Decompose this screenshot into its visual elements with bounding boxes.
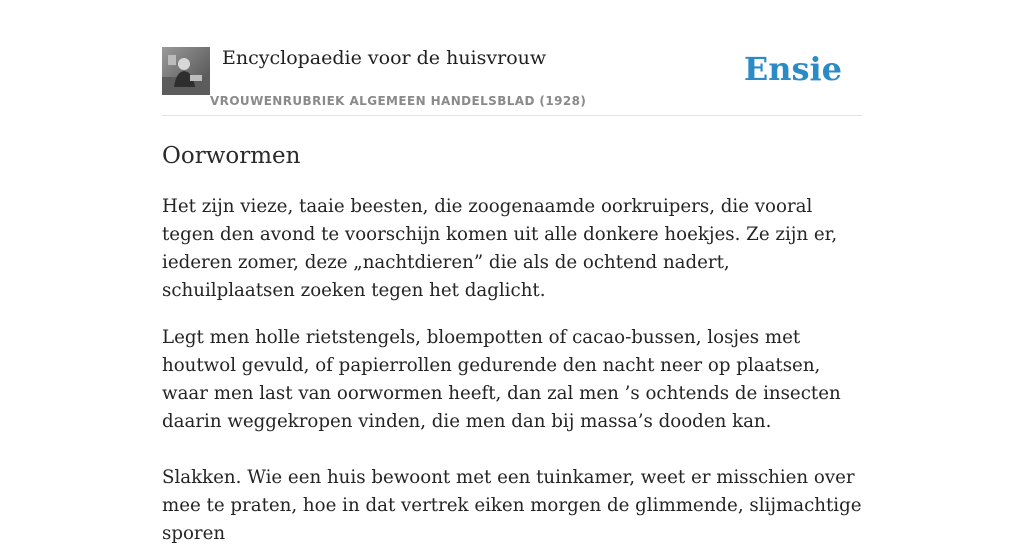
site-title[interactable]: Encyclopaedie voor de huisvrouw — [222, 47, 547, 69]
brand-logo-link[interactable]: Ensie — [743, 50, 842, 88]
site-header — [162, 0, 862, 116]
portrait-photo-icon — [162, 47, 210, 95]
site-subtitle: VROUWENRUBRIEK ALGEMEEN HANDELSBLAD (1928) — [210, 94, 587, 108]
avatar[interactable] — [162, 47, 210, 95]
article-body — [162, 193, 862, 548]
content-column — [162, 0, 862, 548]
article-title: Oorwormen — [162, 143, 301, 169]
article-paragraph-3: Slakken. Wie een huis bewoont met een tuinkamer, weet er misschien over mee te praten, hoe in dat vertrek eiken morgen de glimmende, slijmachtige sporen — [162, 467, 862, 544]
article-paragraph-1: Het zijn vieze, taaie beesten, die zoogenaamde oorkruipers, die vooral tegen den avond te voorschijn komen uit alle donkere hoekjes. Ze zijn er, iederen zomer, deze „nachtdieren” die als de ochtend nadert, schuilplaatsen zoeken tegen het daglicht. — [162, 196, 838, 301]
article-paragraph-2: Legt men holle rietstengels, bloempotten of cacao-bussen, losjes met houtwol gevuld, of papierrollen gedurende den nacht neer op plaatsen, waar men last van oorwormen heeft, dan zal men ’s ochtends de insecten daarin weggekropen vinden, die men dan bij massa’s dooden kan. — [162, 327, 841, 432]
